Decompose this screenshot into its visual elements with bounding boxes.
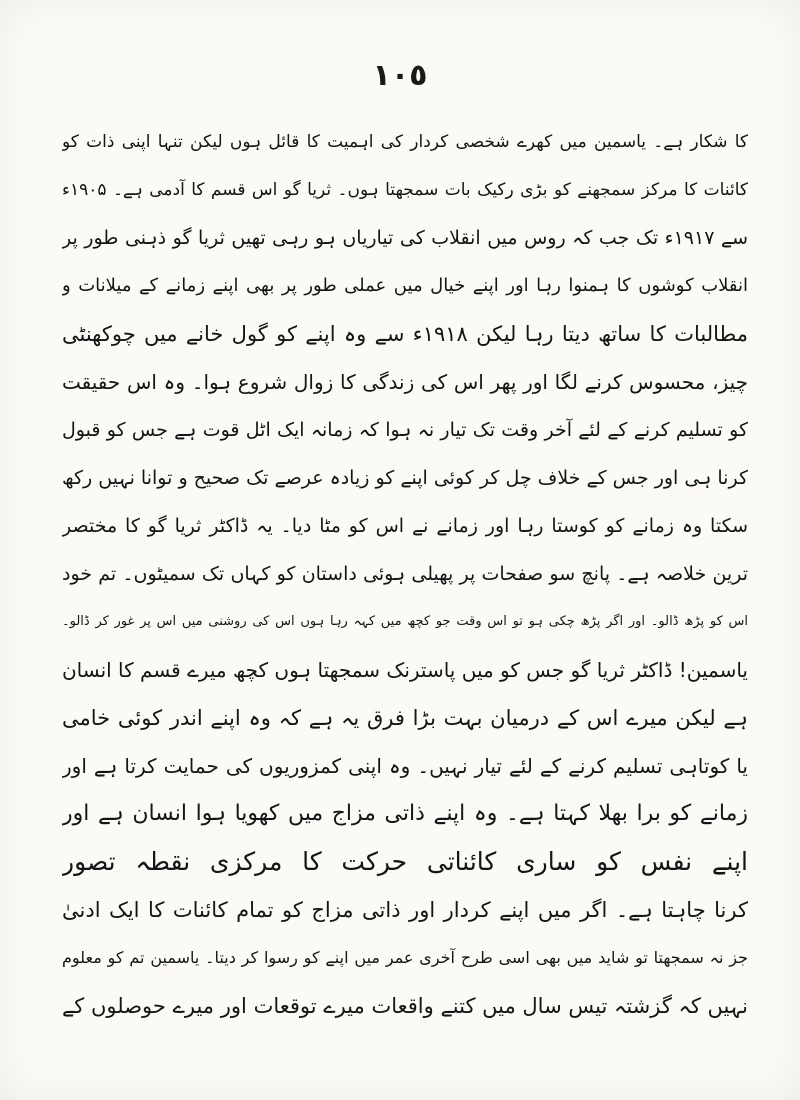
text-line: جز نہ سمجھتا تو شاید میں بھی اسی طرح آخری عمر میں اپنے کو رسوا کر دیتا۔ یاسمین تم کو معلوم [62,948,748,967]
text-line: کا شکار ہے۔ یاسمین میں کھرے شخصی کردار کی اہمیت کا قائل ہوں لیکن تنہا اپنی ذات کو [62,132,748,152]
text-line: کائنات کا مرکز سمجھنے کو بڑی رکیک بات سمجھتا ہوں۔ ثریا گو اس قسم کا آدمی ہے۔ ۱۹۰۵ء [62,180,748,200]
text-line: مطالبات کا ساتھ دیتا رہا لیکن ۱۹۱۸ء سے وہ اپنے کو گول خانے میں چوکھنٹی [62,322,748,346]
text-line: یا کوتاہی تسلیم کرنے کے لئے تیار نہیں۔ وہ اپنی کمزوریوں کی حمایت کرتا ہے اور [62,754,748,778]
text-line: زمانے کو برا بھلا کہتا ہے۔ وہ اپنے ذاتی مزاج میں کھویا ہوا انسان ہے اور [62,801,748,826]
text-line: سکتا وہ زمانے کو کوستا رہا اور زمانے نے اس کو مٹا دیا۔ یہ ڈاکٹر ثریا گو کا مختصر [62,515,748,537]
text-line: چیز، محسوس کرنے لگا اور پھر اس کی زندگی کا زوال شروع ہوا۔ وہ اس حقیقت [62,370,748,394]
page-number: ١٠٥ [372,58,428,93]
text-line: انقلاب کوشوں کا ہمنوا رہا اور اپنے خیال میں عملی طور پر بھی اپنے زمانے کے میلانات و [62,275,748,296]
text-line: کرنا چاہتا ہے۔ اگر میں اپنے کردار اور ذاتی مزاج کو تمام کائنات کا ایک ادنیٰ [62,898,748,922]
text-line: ترین خلاصہ ہے۔ پانچ سو صفحات پر پھیلی ہوئی داستان کو کہاں تک سمیٹوں۔ تم خود [62,563,748,585]
text-line: یاسمین! ڈاکٹر ثریا گو جس کو میں پاسترنک سمجھتا ہوں کچھ میرے قسم کا انسان [62,658,748,682]
text-line: اس کو پڑھ ڈالو۔ اور اگر پڑھ چکی ہو تو اس وقت جو کچھ میں کہہ رہا ہوں اس کی روشنی میں اس پر غور کر ڈالو۔ [62,614,748,629]
text-line: ہے لیکن میرے اس کے درمیان بہت بڑا فرق یہ ہے کہ وہ اپنے اندر کوئی خامی [62,706,748,730]
body-text [62,118,748,1030]
text-line: نہیں کہ گزشتہ تیس سال میں کتنے واقعات میرے توقعات اور میرے حوصلوں کے [62,994,748,1018]
text-line: اپنے نفس کو ساری کائناتی حرکت کا مرکزی نقطہ تصور [62,847,748,876]
text-line: سے ۱۹۱۷ء تک جب کہ روس میں انقلاب کی تیاریاں ہو رہی تھیں ثریا گو ذہنی طور پر [62,227,748,249]
text-line: کرنا ہی اور جس کے خلاف چل کر کوئی اپنے کو زیادہ عرصے تک صحیح و توانا نہیں رکھ [62,467,748,489]
text-line: کو تسلیم کرنے کے لئے آخر وقت تک تیار نہ ہوا کہ زمانہ ایک اٹل قوت ہے جس کو قبول [62,419,748,441]
